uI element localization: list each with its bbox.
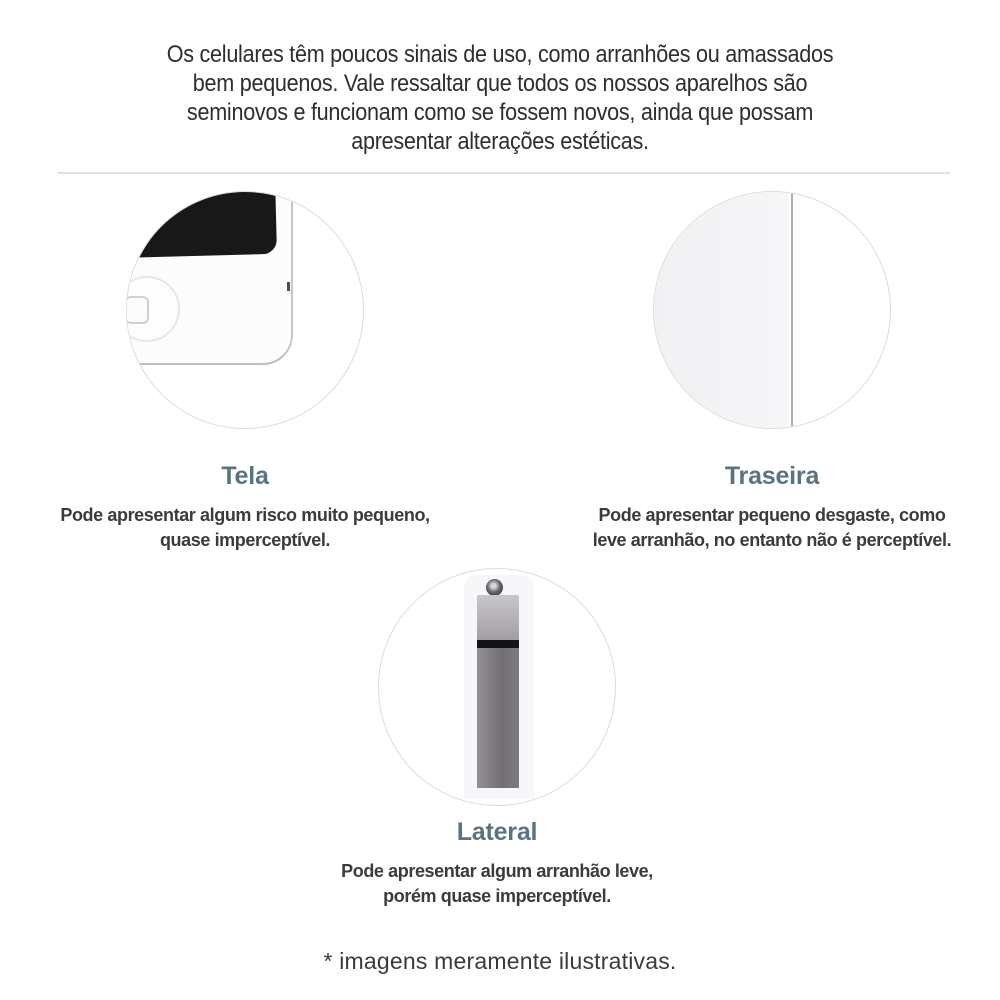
mute-switch-shape xyxy=(287,282,290,291)
section-lateral xyxy=(277,818,717,909)
intro-line: bem pequenos. Vale ressaltar que todos os nossos aparelhos são xyxy=(192,70,808,97)
intro-line: seminovos e funcionam como se fossem novos, ainda que possam xyxy=(186,99,814,126)
camera-lens-shape xyxy=(486,579,503,596)
section-caption-line: Pode apresentar algum risco muito pequeno, xyxy=(60,505,430,525)
section-tela xyxy=(20,462,470,553)
illustrative-images-footnote: * imagens meramente ilustrativas. xyxy=(323,948,677,974)
intro-line: Os celulares têm poucos sinais de uso, como arranhões ou amassados xyxy=(166,41,834,68)
section-title-tela: Tela xyxy=(221,462,269,490)
phone-back-panel-photo xyxy=(653,191,891,429)
phone-screen-shape xyxy=(126,191,277,259)
edge-line-shape xyxy=(791,192,793,428)
intro-line: apresentar alterações estéticas. xyxy=(351,128,649,155)
back-panel-shape xyxy=(654,192,788,428)
side-silver-band-shape xyxy=(477,595,519,640)
intro-paragraph xyxy=(0,40,1000,156)
phone-side-edge-photo xyxy=(378,568,616,806)
section-title-lateral: Lateral xyxy=(456,818,538,846)
section-caption-line: Pode apresentar pequeno desgaste, como xyxy=(598,505,946,525)
section-caption-line: porém quase imperceptível. xyxy=(383,886,611,906)
section-title-traseira: Traseira xyxy=(724,462,820,490)
side-dark-band-shape xyxy=(477,648,519,788)
horizontal-divider xyxy=(57,172,950,174)
section-traseira xyxy=(552,462,992,553)
antenna-band-shape xyxy=(477,640,519,648)
phone-screen-corner-photo xyxy=(126,191,364,429)
section-caption-line: leve arranhão, no entanto não é perceptível. xyxy=(592,530,952,550)
section-caption-line: quase imperceptível. xyxy=(159,530,331,550)
section-caption-line: Pode apresentar algum arranhão leve, xyxy=(341,861,653,881)
home-button-shape xyxy=(126,296,149,324)
